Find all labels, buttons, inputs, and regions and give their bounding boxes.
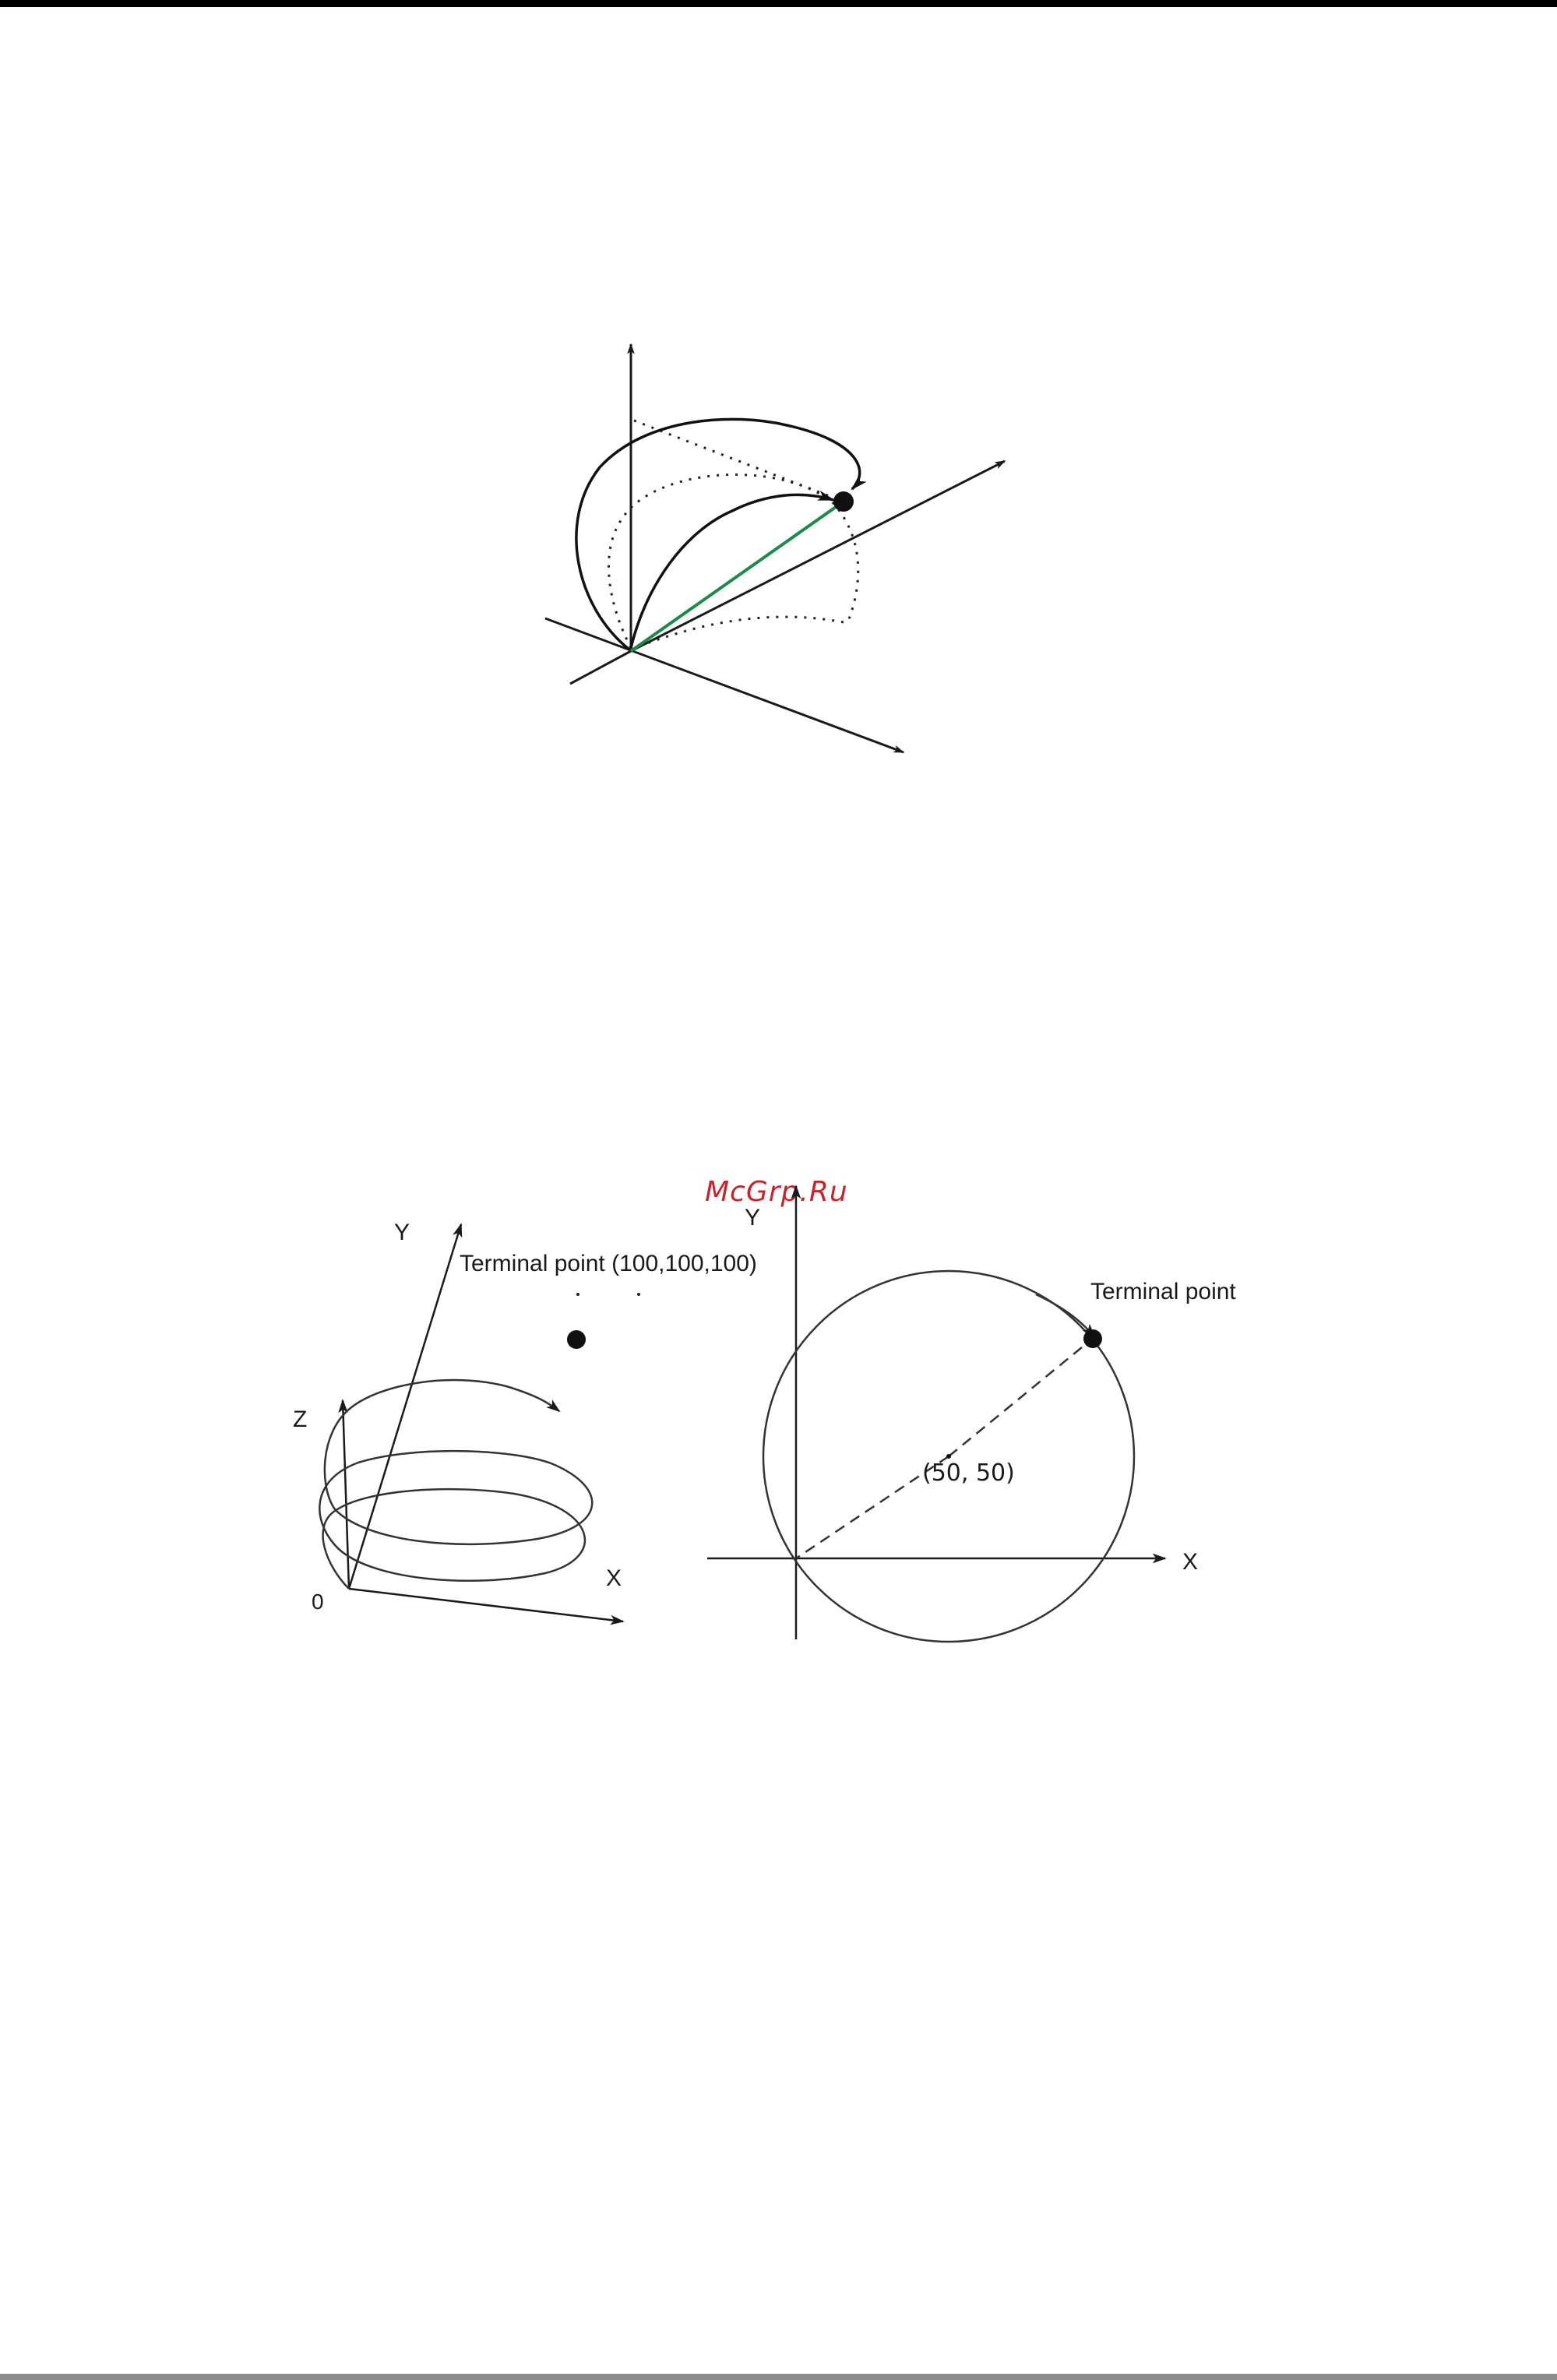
helix-z-axis bbox=[343, 1400, 349, 1589]
bottom-rule bbox=[0, 2374, 1557, 2380]
watermark-label: McGrp.Ru bbox=[705, 1176, 848, 1208]
chord-line bbox=[631, 502, 844, 651]
helix-z-label: Z bbox=[293, 1407, 308, 1432]
front-axis bbox=[545, 618, 904, 752]
figure-3d-arc bbox=[530, 327, 1028, 779]
circle-x-label: X bbox=[1182, 1549, 1199, 1575]
helix-y-axis bbox=[349, 1224, 461, 1589]
helix-terminal-label: Terminal point (100,100,100) bbox=[460, 1251, 757, 1276]
helix-origin-label: 0 bbox=[312, 1590, 324, 1614]
circle-y-label: Y bbox=[745, 1205, 761, 1230]
helix-y-label: Y bbox=[394, 1220, 410, 1245]
top-rule bbox=[0, 0, 1557, 7]
dotted-base-guide bbox=[631, 617, 847, 650]
figure-circle bbox=[701, 1188, 1262, 1655]
dotted-arc-guide bbox=[609, 474, 858, 648]
helix-label-dot-1 bbox=[576, 1293, 579, 1296]
circle-terminal-label: Terminal point bbox=[1090, 1279, 1236, 1304]
helix-x-label: X bbox=[606, 1565, 622, 1591]
radius-to-terminal bbox=[949, 1340, 1090, 1456]
helix-terminal-connector bbox=[559, 1340, 576, 1411]
endpoint-dot bbox=[833, 491, 854, 512]
circle-center-dot bbox=[946, 1454, 951, 1459]
axis-stub bbox=[570, 651, 631, 684]
inner-arc-path bbox=[631, 495, 833, 648]
helix-label-dot-2 bbox=[637, 1293, 640, 1296]
helix-x-axis bbox=[349, 1589, 623, 1621]
helix-curve bbox=[319, 1380, 592, 1589]
right-axis bbox=[631, 461, 1005, 651]
circle-terminal-dot bbox=[1083, 1329, 1102, 1348]
circle-center-label: (50, 50) bbox=[922, 1459, 1015, 1487]
outer-arc-path bbox=[576, 419, 860, 650]
